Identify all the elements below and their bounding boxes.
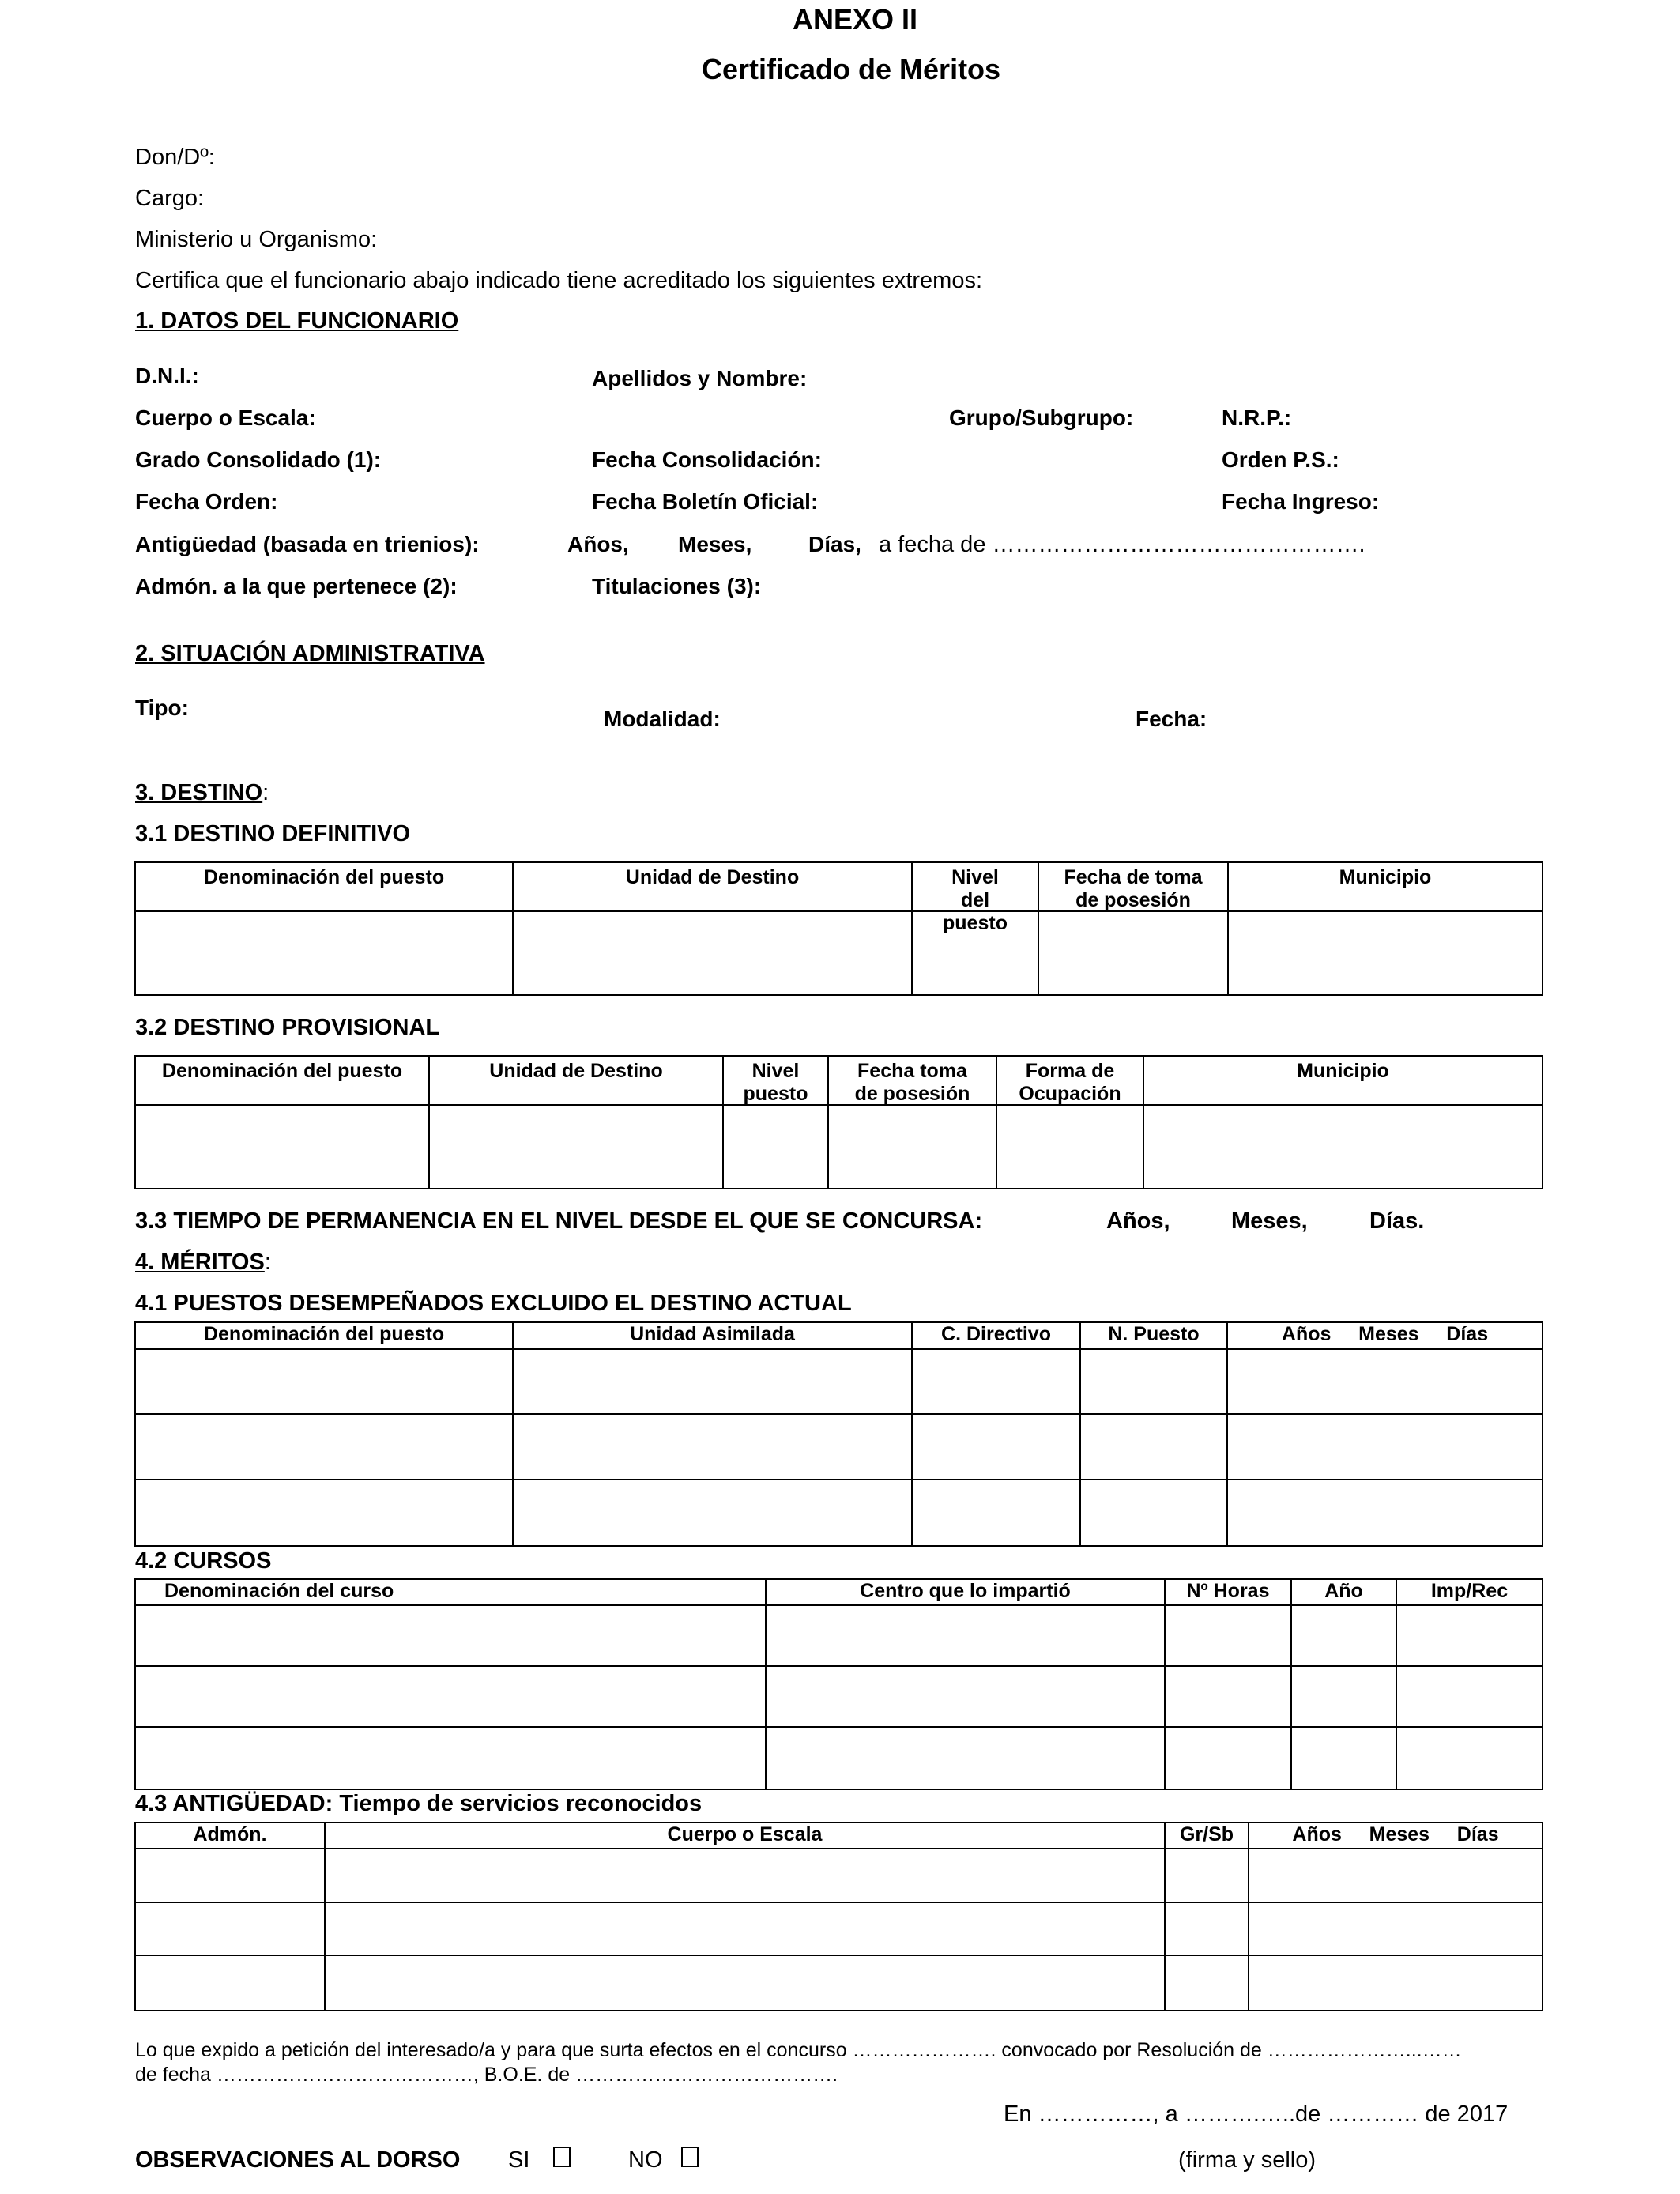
expido-text: Lo que expido a petición del interesado/a y para que surta efectos en el concurso …………………. convocado por Resolución de …………………...…… [135, 2039, 1462, 2061]
fecha-label: Fecha: [1136, 707, 1207, 731]
tipo-label: Tipo: [135, 696, 189, 720]
section3-heading-text: 3. DESTINO [135, 780, 263, 805]
page-title: Certificado de Méritos [702, 53, 1001, 85]
col-header: Forma de Ocupación [997, 1057, 1144, 1106]
si-label: SI [508, 2147, 530, 2173]
antiguedad-dias: Días, [808, 532, 861, 556]
table-cell[interactable] [913, 912, 1039, 994]
table-cell[interactable] [1081, 1480, 1228, 1545]
section4-colon: : [264, 1250, 271, 1275]
section4-heading-text: 4. MÉRITOS [135, 1250, 265, 1275]
col-header: Unidad de Destino [430, 1057, 724, 1106]
titulaciones-label: Titulaciones (3): [592, 574, 762, 598]
ministerio-label: Ministerio u Organismo: [135, 227, 378, 252]
fecha-ingreso-label: Fecha Ingreso: [1222, 489, 1380, 514]
table-cell[interactable] [767, 1667, 1166, 1728]
table-cell[interactable] [136, 1606, 767, 1667]
section2-heading: 2. SITUACIÓN ADMINISTRATIVA [135, 641, 485, 666]
fecha-orden-label: Fecha Orden: [135, 489, 278, 514]
col-header: Admón. [136, 1823, 326, 1849]
table-cell[interactable] [767, 1728, 1166, 1789]
table-cell[interactable] [724, 1106, 829, 1188]
firma-label: (firma y sello) [1178, 2147, 1317, 2173]
table-cell[interactable] [136, 1350, 514, 1415]
table-cell[interactable] [136, 1415, 514, 1480]
table-cell[interactable] [136, 912, 514, 994]
table-cell[interactable] [326, 1956, 1166, 2010]
col-header: Cuerpo o Escala [326, 1823, 1166, 1849]
no-label: NO [628, 2147, 663, 2173]
col-header: Nivel del puesto [913, 863, 1039, 912]
place-date-text: En ……………, a ……….…..de ………… de 2017 [1004, 2102, 1509, 2127]
destino-definitivo-table [134, 861, 1543, 996]
table-cell[interactable] [1166, 1903, 1249, 1957]
table-cell[interactable] [514, 1480, 913, 1545]
puestos-heading: 4.1 PUESTOS DESEMPEÑADOS EXCLUIDO EL DESTINO ACTUAL [135, 1291, 852, 1316]
col-header: Imp/Rec [1397, 1580, 1542, 1606]
col-header: Municipio [1229, 863, 1542, 912]
col-header: Municipio [1144, 1057, 1542, 1106]
col-header: Centro que lo impartió [767, 1580, 1166, 1606]
cursos-heading: 4.2 CURSOS [135, 1548, 272, 1574]
col-header: N. Puesto [1081, 1323, 1228, 1350]
admon-label: Admón. a la que pertenece (2): [135, 574, 458, 598]
col-header: Denominación del puesto [136, 1057, 430, 1106]
puestos-table [134, 1321, 1543, 1547]
table-cell[interactable] [913, 1415, 1081, 1480]
col-header: Nivel puesto [724, 1057, 829, 1106]
col-header: Gr/Sb [1166, 1823, 1249, 1849]
no-checkbox[interactable] [681, 2147, 699, 2167]
table-cell[interactable] [1292, 1667, 1397, 1728]
section3-heading [135, 780, 269, 806]
table-cell[interactable] [829, 1106, 997, 1188]
col-header: Denominación del puesto [136, 863, 514, 912]
table-cell[interactable] [1228, 1480, 1542, 1545]
table-cell[interactable] [136, 1480, 514, 1545]
col-header: Fecha toma de posesión [829, 1057, 997, 1106]
table-cell[interactable] [1397, 1667, 1542, 1728]
orden-ps-label: Orden P.S.: [1222, 447, 1339, 472]
permanencia-meses: Meses, [1231, 1208, 1308, 1234]
destino-definitivo-heading: 3.1 DESTINO DEFINITIVO [135, 821, 411, 846]
table-cell[interactable] [430, 1106, 724, 1188]
fecha-boletin-label: Fecha Boletín Oficial: [592, 489, 819, 514]
table-cell[interactable] [767, 1606, 1166, 1667]
table-cell[interactable] [1292, 1728, 1397, 1789]
col-header: Nº Horas [1166, 1580, 1292, 1606]
cargo-label: Cargo: [135, 186, 205, 211]
table-cell[interactable] [326, 1903, 1166, 1957]
section3-colon: : [262, 780, 269, 805]
antiguedad-table [134, 1822, 1543, 2011]
table-cell[interactable] [514, 1350, 913, 1415]
col-header: Año [1292, 1580, 1397, 1606]
col-header: Años Meses Días [1249, 1823, 1542, 1849]
table-cell[interactable] [913, 1480, 1081, 1545]
dni-label: D.N.I.: [135, 364, 199, 388]
table-cell[interactable] [326, 1849, 1166, 1903]
grado-label: Grado Consolidado (1): [135, 447, 382, 472]
table-cell[interactable] [136, 1106, 430, 1188]
table-cell[interactable] [136, 1728, 767, 1789]
table-cell[interactable] [1166, 1728, 1292, 1789]
table-cell[interactable] [1228, 1415, 1542, 1480]
antiguedad-label: Antigüedad (basada en trienios): [135, 532, 480, 556]
table-cell[interactable] [1166, 1956, 1249, 2010]
cursos-table [134, 1578, 1543, 1790]
certifica-text: Certifica que el funcionario abajo indicado tiene acreditado los siguientes extremos: [135, 268, 983, 293]
table-cell[interactable] [1249, 1956, 1542, 2010]
apellidos-label: Apellidos y Nombre: [592, 366, 808, 390]
si-checkbox[interactable] [553, 2147, 571, 2167]
table-cell[interactable] [997, 1106, 1144, 1188]
observaciones-label: OBSERVACIONES AL DORSO [135, 2147, 461, 2173]
cuerpo-label: Cuerpo o Escala: [135, 405, 316, 430]
table-cell[interactable] [913, 1350, 1081, 1415]
table-cell[interactable] [1081, 1350, 1228, 1415]
nrp-label: N.R.P.: [1222, 405, 1292, 430]
col-header: C. Directivo [913, 1323, 1081, 1350]
table-cell[interactable] [1229, 912, 1542, 994]
destino-provisional-table [134, 1055, 1543, 1189]
col-header: Denominación del puesto [136, 1323, 514, 1350]
col-header: Denominación del curso [136, 1580, 767, 1606]
table-cell[interactable] [1166, 1667, 1292, 1728]
table-cell[interactable] [1228, 1350, 1542, 1415]
fecha-consolidacion-label: Fecha Consolidación: [592, 447, 822, 472]
col-header: Fecha de toma de posesión [1039, 863, 1229, 912]
table-cell[interactable] [514, 1415, 913, 1480]
antiguedad-anos: Años, [567, 532, 629, 556]
col-header: Unidad Asimilada [514, 1323, 913, 1350]
annex-title: ANEXO II [793, 3, 918, 36]
fecha-boe-text: de fecha …………………………………, B.O.E. de …………………………………. [135, 2064, 838, 2086]
table-cell[interactable] [136, 1903, 326, 1957]
table-cell[interactable] [1039, 912, 1229, 994]
modalidad-label: Modalidad: [604, 707, 721, 731]
a-fecha-text: a fecha de …………………………………………. [879, 532, 1365, 557]
col-header: Unidad de Destino [514, 863, 913, 912]
table-cell[interactable] [136, 1667, 767, 1728]
table-cell[interactable] [1081, 1415, 1228, 1480]
table-cell[interactable] [514, 912, 913, 994]
antiguedad-meses: Meses, [678, 532, 752, 556]
table-cell[interactable] [1397, 1606, 1542, 1667]
antiguedad-heading: 4.3 ANTIGÜEDAD: Tiempo de servicios reconocidos [135, 1791, 703, 1816]
col-header: Años Meses Días [1228, 1323, 1542, 1350]
table-cell[interactable] [1166, 1849, 1249, 1903]
table-cell[interactable] [1249, 1849, 1542, 1903]
section4-heading [135, 1250, 271, 1276]
table-cell[interactable] [1249, 1903, 1542, 1957]
destino-provisional-heading: 3.2 DESTINO PROVISIONAL [135, 1015, 440, 1040]
don-label: Don/Dº: [135, 145, 215, 170]
grupo-label: Grupo/Subgrupo: [949, 405, 1134, 430]
table-cell[interactable] [136, 1849, 326, 1903]
permanencia-dias: Días. [1369, 1208, 1425, 1234]
table-cell[interactable] [136, 1956, 326, 2010]
table-cell[interactable] [1292, 1606, 1397, 1667]
table-cell[interactable] [1144, 1106, 1542, 1188]
table-cell[interactable] [1166, 1606, 1292, 1667]
permanencia-anos: Años, [1106, 1208, 1170, 1234]
section1-heading: 1. DATOS DEL FUNCIONARIO [135, 308, 459, 334]
table-cell[interactable] [1397, 1728, 1542, 1789]
permanencia-heading: 3.3 TIEMPO DE PERMANENCIA EN EL NIVEL DESDE EL QUE SE CONCURSA: [135, 1208, 983, 1234]
